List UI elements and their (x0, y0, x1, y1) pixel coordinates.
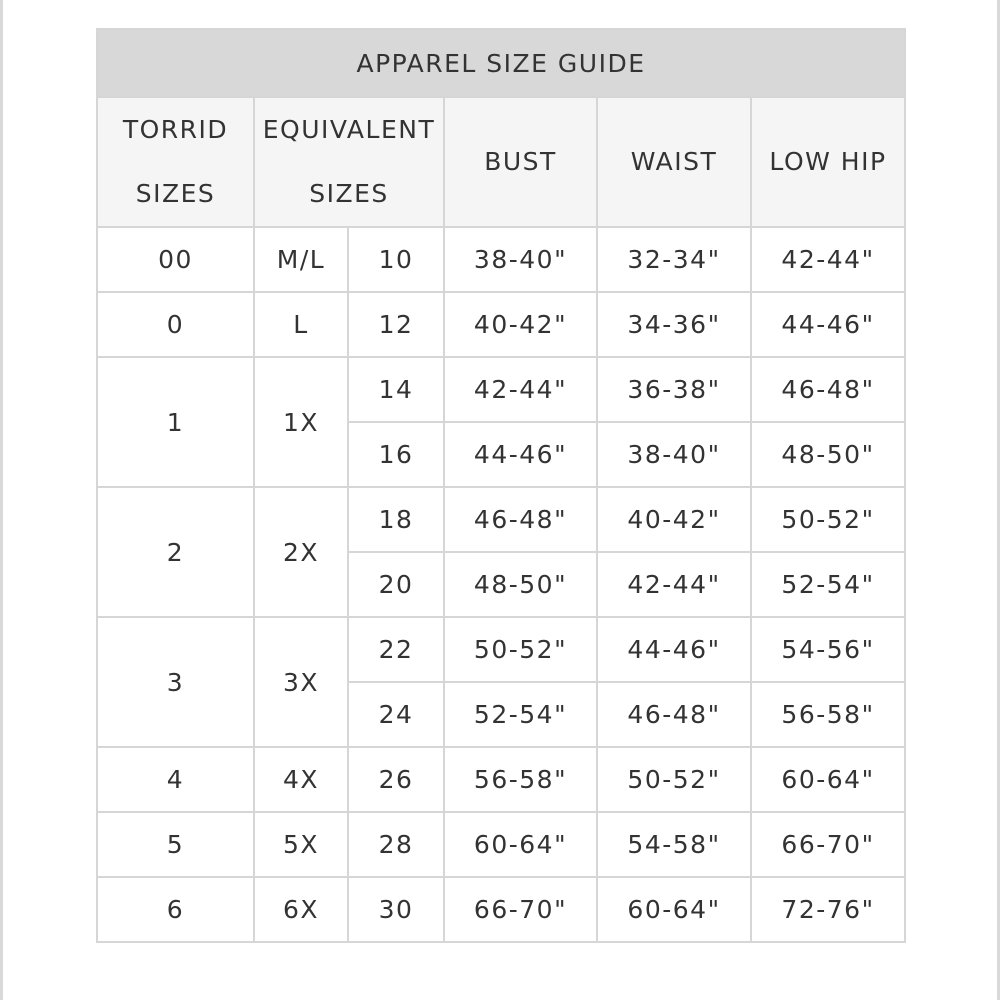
torrid-size-cell: 0 (97, 292, 254, 357)
bust-cell: 46-48" (444, 487, 597, 552)
equivalent-numeric-cell: 28 (348, 812, 444, 877)
waist-cell: 42-44" (597, 552, 751, 617)
header-torrid-line1: TORRID (122, 115, 229, 144)
torrid-size-cell: 6 (97, 877, 254, 942)
size-guide-table (96, 28, 906, 943)
header-equivalent-sizes (254, 97, 444, 227)
equivalent-letter-cell: L (254, 292, 348, 357)
equivalent-numeric-cell: 16 (348, 422, 444, 487)
equivalent-numeric-cell: 12 (348, 292, 444, 357)
waist-cell: 60-64" (597, 877, 751, 942)
equivalent-letter-cell: M/L (254, 227, 348, 292)
low-hip-cell: 72-76" (751, 877, 905, 942)
equivalent-numeric-cell: 24 (348, 682, 444, 747)
table-title: APPAREL SIZE GUIDE (97, 29, 905, 97)
equivalent-letter-cell: 4X (254, 747, 348, 812)
table-row (97, 292, 905, 357)
equivalent-letter-cell: 2X (254, 487, 348, 617)
waist-cell: 44-46" (597, 617, 751, 682)
waist-cell: 40-42" (597, 487, 751, 552)
low-hip-cell: 42-44" (751, 227, 905, 292)
table-row (97, 877, 905, 942)
table-row (97, 747, 905, 812)
equivalent-letter-cell: 1X (254, 357, 348, 487)
torrid-size-cell: 3 (97, 617, 254, 747)
low-hip-cell: 44-46" (751, 292, 905, 357)
table-row (97, 357, 905, 422)
waist-cell: 46-48" (597, 682, 751, 747)
torrid-size-cell: 2 (97, 487, 254, 617)
low-hip-cell: 46-48" (751, 357, 905, 422)
low-hip-cell: 66-70" (751, 812, 905, 877)
equivalent-numeric-cell: 14 (348, 357, 444, 422)
torrid-size-cell: 5 (97, 812, 254, 877)
low-hip-cell: 60-64" (751, 747, 905, 812)
waist-cell: 54-58" (597, 812, 751, 877)
header-equiv-line2: SIZES (309, 179, 389, 208)
header-bust: BUST (444, 97, 597, 227)
bust-cell: 56-58" (444, 747, 597, 812)
torrid-size-cell: 1 (97, 357, 254, 487)
header-torrid-line2: SIZES (135, 179, 216, 208)
bust-cell: 52-54" (444, 682, 597, 747)
equivalent-numeric-cell: 22 (348, 617, 444, 682)
waist-cell: 36-38" (597, 357, 751, 422)
header-waist: WAIST (597, 97, 751, 227)
waist-cell: 32-34" (597, 227, 751, 292)
equivalent-numeric-cell: 10 (348, 227, 444, 292)
low-hip-cell: 48-50" (751, 422, 905, 487)
header-low-hip: LOW HIP (751, 97, 905, 227)
bust-cell: 44-46" (444, 422, 597, 487)
low-hip-cell: 56-58" (751, 682, 905, 747)
bust-cell: 60-64" (444, 812, 597, 877)
bust-cell: 66-70" (444, 877, 597, 942)
low-hip-cell: 50-52" (751, 487, 905, 552)
torrid-size-cell: 4 (97, 747, 254, 812)
equivalent-numeric-cell: 26 (348, 747, 444, 812)
table-row (97, 617, 905, 682)
low-hip-cell: 52-54" (751, 552, 905, 617)
waist-cell: 38-40" (597, 422, 751, 487)
waist-cell: 50-52" (597, 747, 751, 812)
bust-cell: 40-42" (444, 292, 597, 357)
bust-cell: 48-50" (444, 552, 597, 617)
equivalent-numeric-cell: 20 (348, 552, 444, 617)
bust-cell: 50-52" (444, 617, 597, 682)
header-torrid-sizes (97, 97, 254, 227)
table-row (97, 487, 905, 552)
page-edge-left (0, 0, 3, 1000)
table-row (97, 227, 905, 292)
table-row (97, 812, 905, 877)
equivalent-letter-cell: 6X (254, 877, 348, 942)
equivalent-letter-cell: 3X (254, 617, 348, 747)
equivalent-numeric-cell: 18 (348, 487, 444, 552)
header-row (97, 97, 905, 227)
bust-cell: 42-44" (444, 357, 597, 422)
header-equiv-line1: EQUIVALENT (262, 115, 436, 144)
equivalent-numeric-cell: 30 (348, 877, 444, 942)
low-hip-cell: 54-56" (751, 617, 905, 682)
title-row (97, 29, 905, 97)
waist-cell: 34-36" (597, 292, 751, 357)
torrid-size-cell: 00 (97, 227, 254, 292)
equivalent-letter-cell: 5X (254, 812, 348, 877)
bust-cell: 38-40" (444, 227, 597, 292)
